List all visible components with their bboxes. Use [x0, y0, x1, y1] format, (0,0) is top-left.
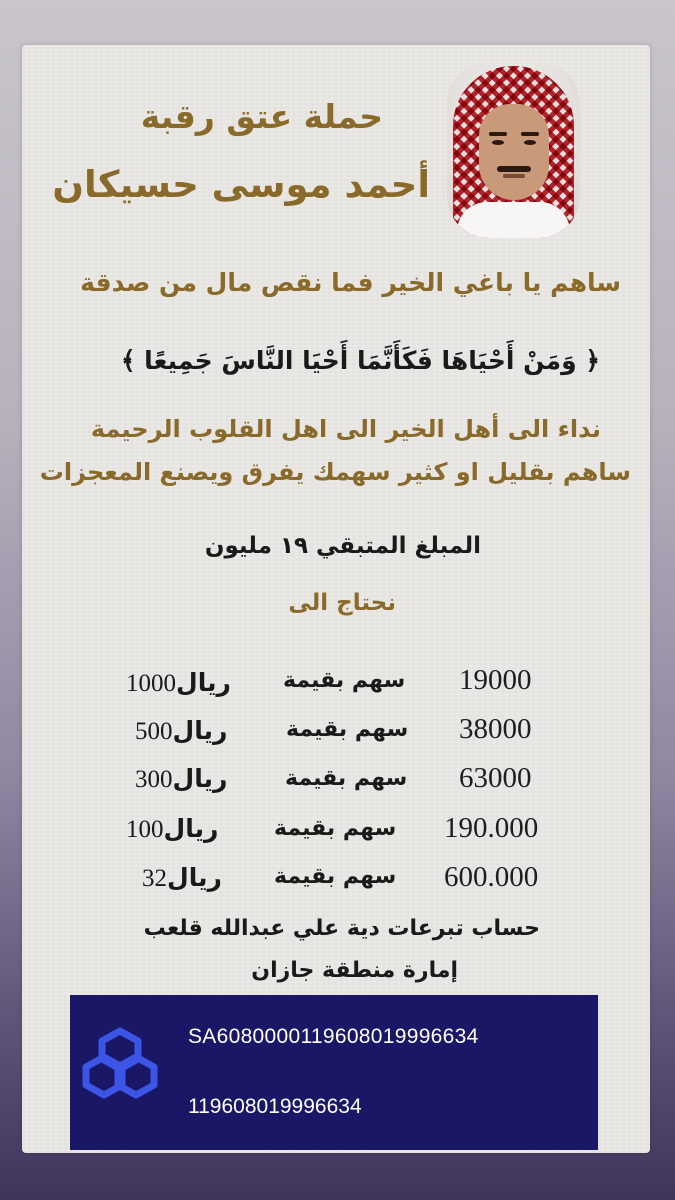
bank-logo-icon	[80, 1023, 160, 1107]
share-amount: ريال500	[135, 716, 228, 745]
appeal-line: ساهم يا باغي الخير فما نقص مال من صدقة	[80, 268, 621, 297]
bank-details	[70, 995, 598, 1150]
quran-verse: ﴿ وَمَنْ أَحْيَاهَا فَكَأَنَّمَا أَحْيَا النَّاسَ جَمِيعًا ﴾	[120, 346, 600, 375]
share-amount: ريال1000	[126, 668, 231, 697]
share-amount: ريال300	[135, 764, 228, 793]
account-number: 119608019996634	[188, 1095, 362, 1118]
person-name: أحمد موسى حسيكان	[52, 163, 430, 206]
need-label: نحتاج الى	[288, 590, 396, 616]
call-line-1: نداء الى أهل الخير الى اهل القلوب الرحيمة	[90, 415, 601, 443]
share-count: 63000	[459, 762, 532, 794]
share-amount: ريال100	[126, 814, 219, 843]
remaining-amount: المبلغ المتبقي ١٩ مليون	[204, 533, 481, 559]
share-count: 600.000	[444, 861, 539, 893]
share-label: سهم بقيمة	[285, 766, 408, 791]
share-amount: ريال32	[142, 863, 222, 892]
account-title: حساب تبرعات دية علي عبدالله قلعب	[143, 916, 540, 941]
iban-number: SA6080000119608019996634	[188, 1025, 479, 1048]
share-count: 190.000	[444, 812, 539, 844]
share-label: سهم بقيمة	[274, 864, 397, 889]
share-label: سهم بقيمة	[274, 816, 397, 841]
account-subtitle: إمارة منطقة جازان	[251, 958, 458, 983]
call-line-2: ساهم بقليل او كثير سهمك يفرق ويصنع المعجزات	[39, 458, 631, 486]
share-label: سهم بقيمة	[286, 717, 409, 742]
share-label: سهم بقيمة	[283, 668, 406, 693]
share-count: 19000	[459, 664, 532, 696]
person-photo	[447, 62, 580, 238]
campaign-title: حملة عتق رقبة	[140, 97, 383, 136]
share-count: 38000	[459, 713, 532, 745]
